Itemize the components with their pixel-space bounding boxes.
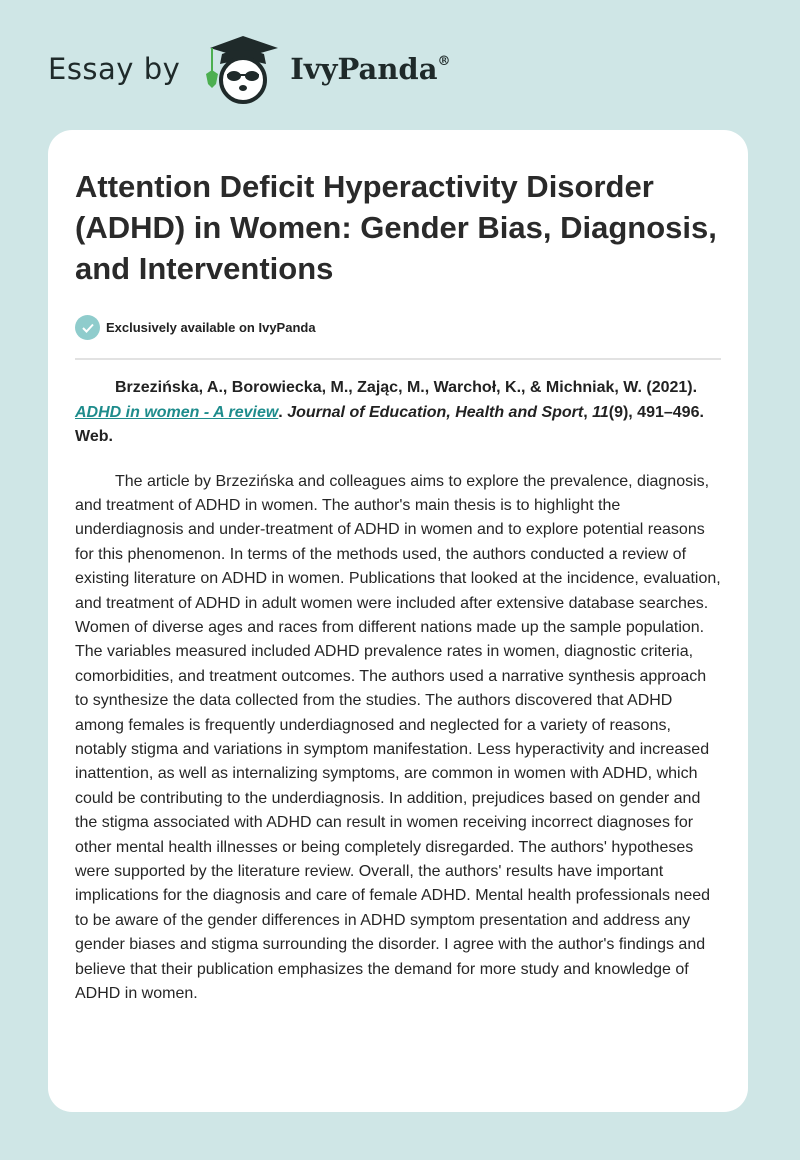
ivypanda-logo-icon[interactable] bbox=[200, 34, 286, 104]
check-icon bbox=[75, 315, 100, 340]
citation-authors: Brzezińska, A., Borowiecka, M., Zając, M., Warchoł, K., & Michniak, W. (2021). bbox=[115, 379, 698, 396]
brand-text: IvyPanda bbox=[290, 52, 438, 86]
registered-mark: ® bbox=[437, 54, 451, 69]
citation-sep: . bbox=[278, 403, 283, 421]
exclusive-badge-text: Exclusively available on IvyPanda bbox=[106, 320, 316, 335]
citation-pages: (9), 491–496. Web. bbox=[75, 403, 704, 445]
citation-comma: , bbox=[583, 403, 588, 421]
essay-body: The article by Brzezińska and colleagues aims to explore the prevalence, diagnosis, and treatment of ADHD in women. The author's main thesis is to highlight the underdiagnosis and under-treatment of ADHD in women and to explore potential reasons for this phenomenon. In terms of the methods used, the authors conducted a review of existing literature on ADHD in women. Publications that looked at the incidence, evaluation, and treatment of ADHD in adult women were included after extensive database searches. Women of diverse ages and races from different nations made up the sample population. The variables measured included ADHD prevalence rates in women, diagnostic criteria, comorbidities, and treatment outcomes. The authors used a narrative synthesis approach to synthesize the data collected from the studies. The authors discovered that ADHD among females is frequently underdiagnosed and neglected for a variety of reasons, notably stigma and variations in symptom manifestation. Less hyperactivity and increased inattention, as well as internalizing symptoms, are common in women with ADHD, which could be contributing to the underdiagnosis. In addition, prejudices based on gender and the stigma associated with ADHD can result in women receiving incorrect diagnoses for other mental health illnesses or being completely disregarded. The authors' hypotheses were supported by the literature review. Overall, the authors' results have important implications for the diagnosis and care of female ADHD. Mental health professionals need to be aware of the gender differences in ADHD symptom presentation and address any gender biases and stigma surrounding the disorder. I agree with the author's findings and believe that their publication emphasizes the demand for more study and knowledge of ADHD in women. bbox=[75, 472, 721, 1003]
essay-title: Attention Deficit Hyperactivity Disorder (ADHD) in Women: Gender Bias, Diagnosis, and Interventions bbox=[75, 169, 717, 286]
site-header bbox=[48, 34, 451, 104]
brand-name bbox=[290, 52, 450, 86]
citation bbox=[75, 376, 721, 450]
exclusive-badge bbox=[75, 315, 721, 340]
citation-link[interactable]: ADHD in women - A review bbox=[75, 403, 279, 421]
divider bbox=[75, 358, 721, 360]
citation-journal: Journal of Education, Health and Sport bbox=[287, 403, 584, 421]
essay-card bbox=[48, 130, 748, 1112]
citation-volume: 11 bbox=[592, 403, 609, 421]
essay-by-label: Essay by bbox=[48, 52, 181, 86]
